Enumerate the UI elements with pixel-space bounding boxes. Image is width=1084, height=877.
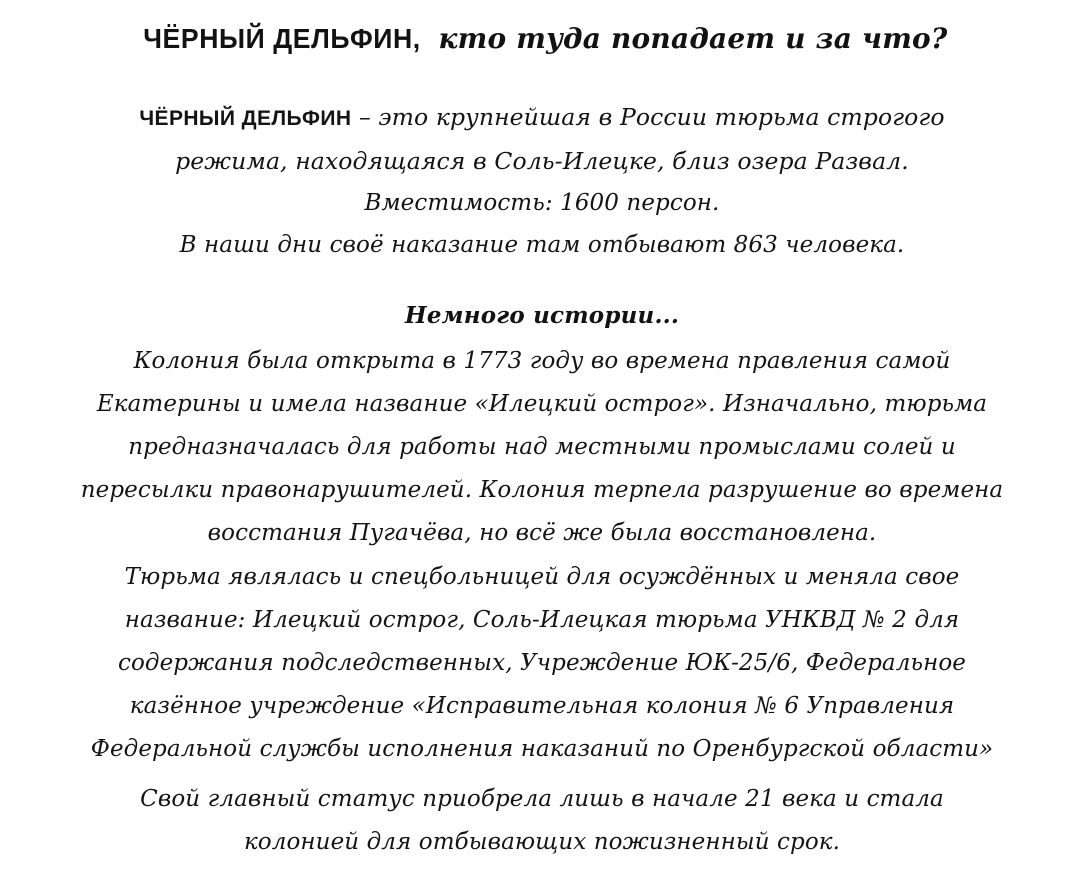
history-p1-line: восстания Пугачёва, но всё же была восстановлена. <box>207 520 877 546</box>
history-p1-line: Екатерины и имела название «Илецкий острог». Изначально, тюрьма <box>96 391 988 417</box>
history-heading-text: Немного истории... <box>404 302 680 329</box>
status-line: колонией для отбывающих пожизненный срок. <box>243 829 841 855</box>
history-p1-line: предназначалась для работы над местными промыслами солей и <box>128 434 956 460</box>
capacity-line: Вместимость: 1600 персон. <box>364 190 720 216</box>
names-line: Тюрьма являлась и спецбольницей для осуждённых и меняла свое <box>124 564 960 590</box>
history-p1-line: пересылки правонарушителей. Колония терпела разрушение во времена <box>80 477 1004 503</box>
names-line: содержания подследственных, Учреждение ЮК-25/6, Федеральное <box>117 650 967 676</box>
intro-line-1 <box>0 96 1084 140</box>
history-paragraph-1 <box>0 340 1084 555</box>
capacity-statement <box>0 182 1084 225</box>
names-paragraph <box>0 556 1084 771</box>
status-paragraph <box>0 778 1084 864</box>
prison-name-lead: ЧЁРНЫЙ ДЕЛЬФИН <box>139 107 352 130</box>
names-line: название: Илецкий острог, Соль-Илецкая тюрьма УНКВД № 2 для <box>124 607 960 633</box>
names-line: Федеральной службы исполнения наказаний по Оренбургской области» <box>90 736 994 762</box>
intro-line-1-rest: – это крупнейшая в России тюрьма строгого <box>351 103 945 131</box>
current-inmates-line: В наши дни своё наказание там отбывают 863 человека. <box>179 232 905 258</box>
names-line: казённое учреждение «Исправительная колония № 6 Управления <box>129 693 955 719</box>
page-title-caps: ЧЁРНЫЙ ДЕЛЬФИН, <box>143 23 422 54</box>
page-title <box>0 18 1084 59</box>
page-title-script: кто туда попадает и за что? <box>428 22 948 55</box>
history-p1-line: Колония была открыта в 1773 году во времена правления самой <box>133 348 951 374</box>
history-heading <box>0 300 1084 332</box>
status-line: Свой главный статус приобрела лишь в начале 21 века и стала <box>140 786 944 812</box>
intro-line-2: режима, находящаяся в Соль-Илецке, близ озера Развал. <box>175 147 909 175</box>
intro-paragraph <box>0 96 1084 183</box>
current-inmates-statement <box>0 224 1084 267</box>
